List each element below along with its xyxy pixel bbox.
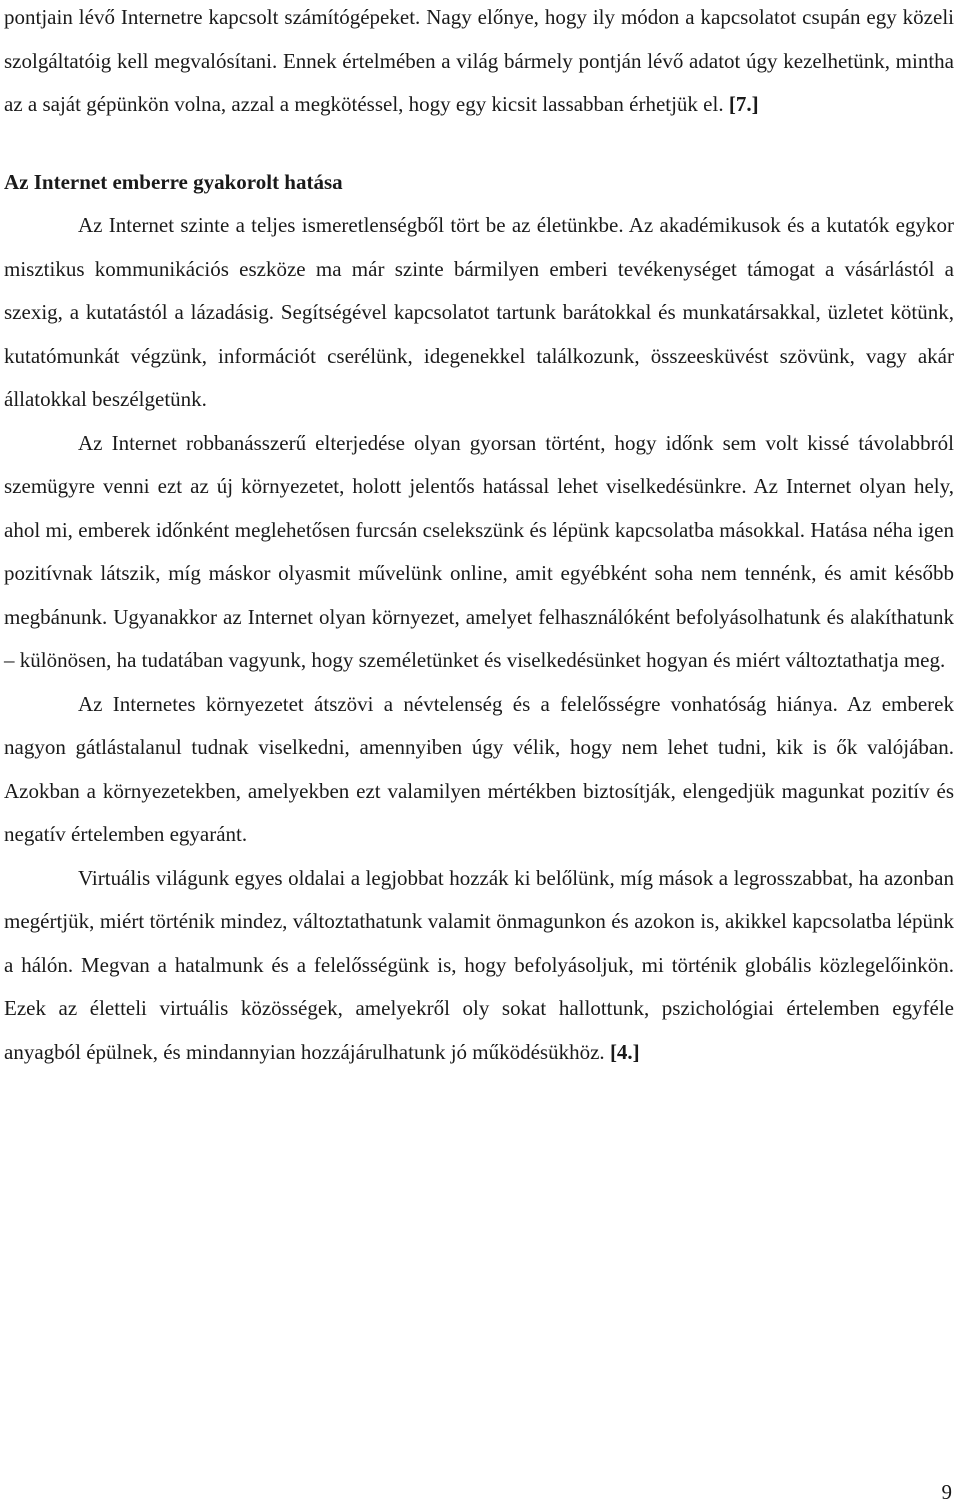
section-heading: Az Internet emberre gyakorolt hatása <box>4 169 343 194</box>
citation-7: [7.] <box>728 92 759 116</box>
intro-text: pontjain lévő Internetre kapcsolt számítógépeket. Nagy előnye, hogy ily módon a kapcsolatot csupán egy közeli szolgáltatóig kell megvalósítani. Ennek értelmében a világ bármely pontján lévő adatot úgy kezelhetünk, mintha az a saját gépünkön volna, azzal a megkötéssel, hogy egy kicsit lassabban érhetjük el. <box>4 5 954 116</box>
body-paragraph-4-text: Virtuális világunk egyes oldalai a legjobbat hozzák ki belőlünk, míg mások a legrosszabbat, ha azonban megértjük, miért történik mindez, változtathatunk valamit önmagunkon és azokon is, akikkel kapcsolatba lépünk a hálón. Megvan a hatalmunk és a felelősségünk is, hogy befolyásoljuk, mi történik globális közlegelőinkön. Ezek az életteli virtuális közösségek, amelyekről oly sokat hallottunk, pszichológiai értelemben egyféle anyagból épülnek, és mindannyian hozzájárulhatunk jó működésükhöz. <box>4 865 954 1064</box>
citation-4: [4.] <box>609 1039 640 1064</box>
document-page <box>4 0 954 1074</box>
intro-paragraph <box>4 0 954 127</box>
page-number: 9 <box>941 1480 952 1504</box>
body-paragraph-4 <box>4 857 954 1075</box>
body-paragraph-1: Az Internet szinte a teljes ismeretlenségből tört be az életünkbe. Az akadémikusok és a kutatók egykor misztikus kommunikációs eszköze ma már szinte bármilyen emberi tevékenységet támogat a vásárlástól a szexig, a kutatástól a lázadásig. Segítségével kapcsolatot tartunk barátokkal és munkatársakkal, üzletet kötünk, kutatómunkát végzünk, információt cserélünk, idegenekkel találkozunk, összeesküvést szövünk, vagy akár állatokkal beszélgetünk. <box>4 213 954 411</box>
body-paragraph-3: Az Internetes környezetet átszövi a névtelenség és a felelősségre vonhatóság hiánya. Az emberek nagyon gátlástalanul tudnak viselkedni, amennyiben úgy vélik, hogy nem lehet tudni, kik is ők valójában. Azokban a környezetekben, amelyekben ezt valamilyen mértékben biztosítják, elengedjük magunkat pozitív és negatív értelemben egyaránt. <box>4 691 954 846</box>
body-paragraph-2: Az Internet robbanásszerű elterjedése olyan gyorsan történt, hogy időnk sem volt kissé távolabbról szemügyre venni ezt az új környezetet, holott jelentős hatással lehet viselkedésünkre. Az Internet olyan hely, ahol mi, emberek időnként meglehetősen furcsán cselekszünk és lépünk kapcsolatba másokkal. Hatása néha igen pozitívnak látszik, míg máskor olyasmit művelünk online, amit egyébként soha nem tennénk, és amit később megbánunk. Ugyanakkor az Internet olyan környezet, amelyet felhasználóként befolyásolhatunk és alakíthatunk – különösen, ha tudatában vagyunk, hogy személetünket és viselkedésünket hogyan és miért változtathatja meg. <box>4 430 954 672</box>
